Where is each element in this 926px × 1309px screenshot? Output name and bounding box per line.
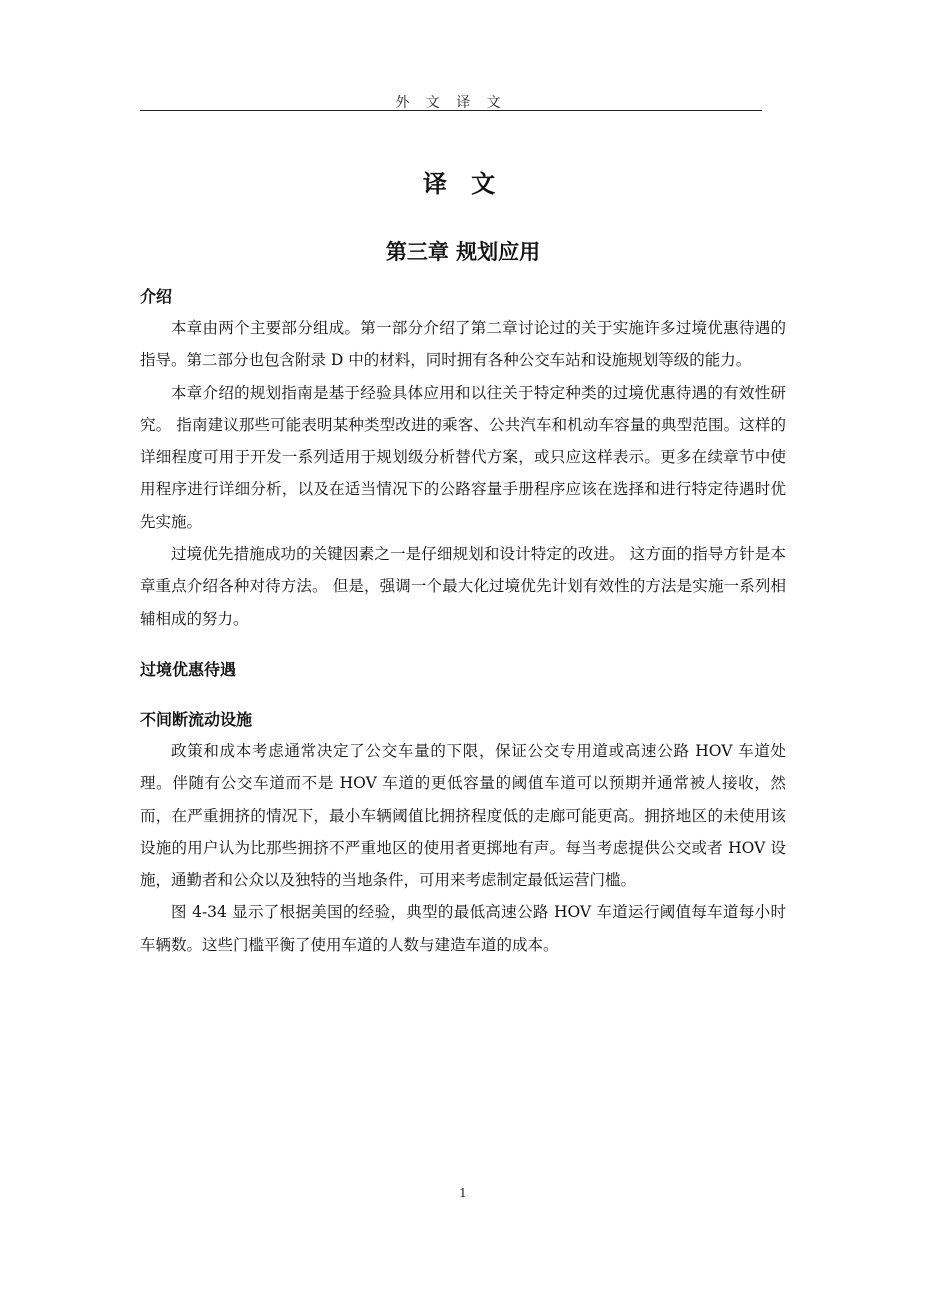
chapter-title: 第三章 规划应用 <box>385 240 541 264</box>
page-number: 1 <box>459 1186 467 1200</box>
spacer <box>140 685 786 705</box>
header-rule <box>140 110 762 111</box>
paragraph-intro-1: 本章由两个主要部分组成。第一部分介绍了第二章讨论过的关于实施许多过境优惠待遇的指导。第二部分也包含附录 D 中的材料，同时拥有各种公交车站和设施规划等级的能力。 <box>140 319 786 370</box>
section-heading-transit: 过境优惠待遇 <box>140 659 237 679</box>
paragraph-intro-3: 过境优先措施成功的关键因素之一是仔细规划和设计特定的改进。 这方面的指导方针是本章重点介绍各种对待方法。 但是，强调一个最大化过境优先计划有效性的方法是实施一系列相辅相成的努力。 <box>140 545 786 628</box>
paragraph-facility-2: 图 4-34 显示了根据美国的经验，典型的最低高速公路 HOV 车道运行阈值每车道每小时车辆数。这些门槛平衡了使用车道的人数与建造车道的成本。 <box>140 903 786 954</box>
section-heading-facility: 不间断流动设施 <box>140 709 253 729</box>
paragraph-intro-2: 本章介绍的规划指南是基于经验具体应用和以往关于特定种类的过境优惠待遇的有效性研究。 指南建议那些可能表明某种类型改进的乘客、公共汽车和机动车容量的典型范围。这样的详细程度可用于开发一系列适用于规划级分析替代方案，或只应这样表示。更多在续章节中使用程序进行详细分析，以及在适当情况下的公路容量手册程序应该在选择和进行特定待遇时优先实施。 <box>140 383 786 531</box>
document-body <box>140 282 786 961</box>
page-header: 外 文 译 文 <box>395 95 507 111</box>
paragraph-facility-1: 政策和成本考虑通常决定了公交车量的下限，保证公交专用道或高速公路 HOV 车道处理。伴随有公交车道而不是 HOV 车道的更低容量的阈值车道可以预期并通常被人接收，然而，在严重拥挤的情况下，最小车辆阈值比拥挤程度低的走廊可能更高。拥挤地区的未使用该设施的用户认为比那些拥挤不严重地区的使用者更掷地有声。每当考虑提供公交或者 HOV 设施，通勤者和公众以及独特的当地条件，可用来考虑制定最低运营门槛。 <box>140 741 786 890</box>
section-heading-intro: 介绍 <box>140 287 173 306</box>
spacer <box>140 635 786 655</box>
document-title: 译 文 <box>422 170 504 198</box>
